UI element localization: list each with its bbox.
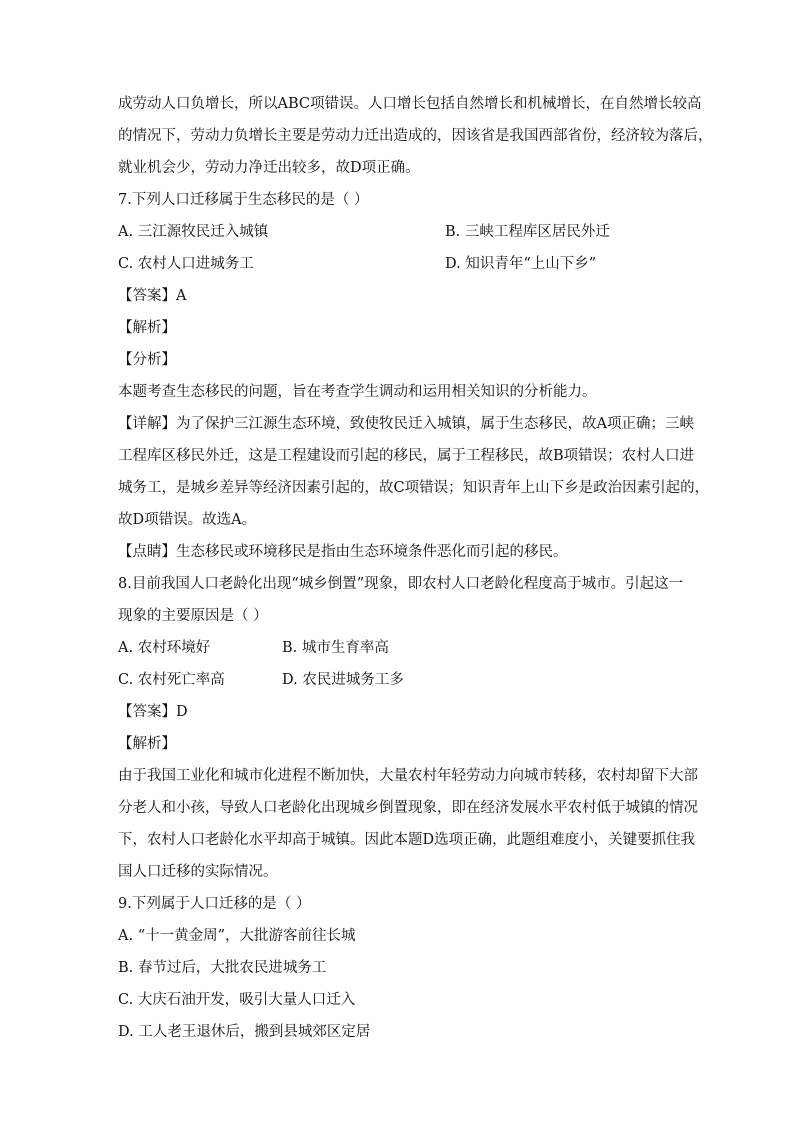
q7-detail-line: 工程库区移民外迁，这是工程建设而引起的移民，属于工程移民，故B项错误；农村人口进 xyxy=(118,448,695,464)
q7-analysis-heading: 【解析】 xyxy=(118,320,176,336)
q8-option-d: D. 农民进城务工多 xyxy=(282,672,404,688)
q7-detail-line: 【详解】为了保护三江源生态环境，致使牧民迁入城镇，属于生态移民，故A项正确；三峡 xyxy=(118,416,694,432)
q9-option-a: A. “十一黄金周”，大批游客前往长城 xyxy=(118,928,356,944)
q7-option-c: C. 农村人口进城务工 xyxy=(118,256,254,272)
q7-option-d: D. 知识青年“上山下乡” xyxy=(445,256,597,272)
q8-analysis-line: 下，农村人口老龄化水平却高于城镇。因此本题D选项正确，此题组难度小，关键要抓住我 xyxy=(118,832,696,848)
q9-option-c: C. 大庆石油开发，吸引大量人口迁入 xyxy=(118,992,356,1008)
q8-option-c: C. 农村死亡率高 xyxy=(118,672,225,688)
q7-option-b: B. 三峡工程库区居民外迁 xyxy=(445,224,610,240)
q9-option-d: D. 工人老王退休后，搬到县城郊区定居 xyxy=(118,1024,371,1040)
q7-detail-line: 故D项错误。故选A。 xyxy=(118,512,257,528)
q8-option-b: B. 城市生育率高 xyxy=(282,640,389,656)
question-9-stem: 9.下列属于人口迁移的是（ ） xyxy=(118,896,311,912)
q8-analysis-line: 国人口迁移的实际情况。 xyxy=(118,864,278,880)
q8-analysis-line: 分老人和小孩，导致人口老龄化出现城乡倒置现象，即在经济发展水平农村低于城镇的情况 xyxy=(118,800,698,816)
paragraph-line: 成劳动人口负增长，所以ABC项错误。人口增长包括自然增长和机械增长，在自然增长较高 xyxy=(118,96,702,112)
paragraph-line: 就业机会少，劳动力净迁出较多，故D项正确。 xyxy=(118,160,420,176)
q7-fenxi-heading: 【分析】 xyxy=(118,352,176,368)
q8-analysis-line: 由于我国工业化和城市化进程不断加快，大量农村年轻劳动力向城市转移，农村却留下大部 xyxy=(118,768,698,784)
q9-option-b: B. 春节过后，大批农民进城务工 xyxy=(118,960,327,976)
q7-tip: 【点睛】生态移民或环境移民是指由生态环境条件恶化而引起的移民。 xyxy=(118,544,568,560)
question-8-stem: 8.目前我国人口老龄化出现“城乡倒置”现象，即农村人口老龄化程度高于城市。引起这一 xyxy=(118,576,684,592)
q8-analysis-heading: 【解析】 xyxy=(118,736,176,752)
q7-fenxi-body: 本题考查生态移民的问题，旨在考查学生调动和运用相关知识的分析能力。 xyxy=(118,384,597,400)
q8-option-a: A. 农村环境好 xyxy=(118,640,211,656)
q7-option-a: A. 三江源牧民迁入城镇 xyxy=(118,224,269,240)
q7-answer: 【答案】A xyxy=(118,288,187,304)
paragraph-line: 的情况下，劳动力负增长主要是劳动力迁出造成的，因该省是我国西部省份，经济较为落后， xyxy=(118,128,713,144)
q7-detail-line: 城务工，是城乡差异等经济因素引起的，故C项错误；知识青年上山下乡是政治因素引起的， xyxy=(118,480,710,496)
question-7-stem: 7.下列人口迁移属于生态移民的是（ ） xyxy=(118,192,369,208)
question-8-stem: 现象的主要原因是（ ） xyxy=(118,608,268,624)
q8-answer: 【答案】D xyxy=(118,704,188,720)
